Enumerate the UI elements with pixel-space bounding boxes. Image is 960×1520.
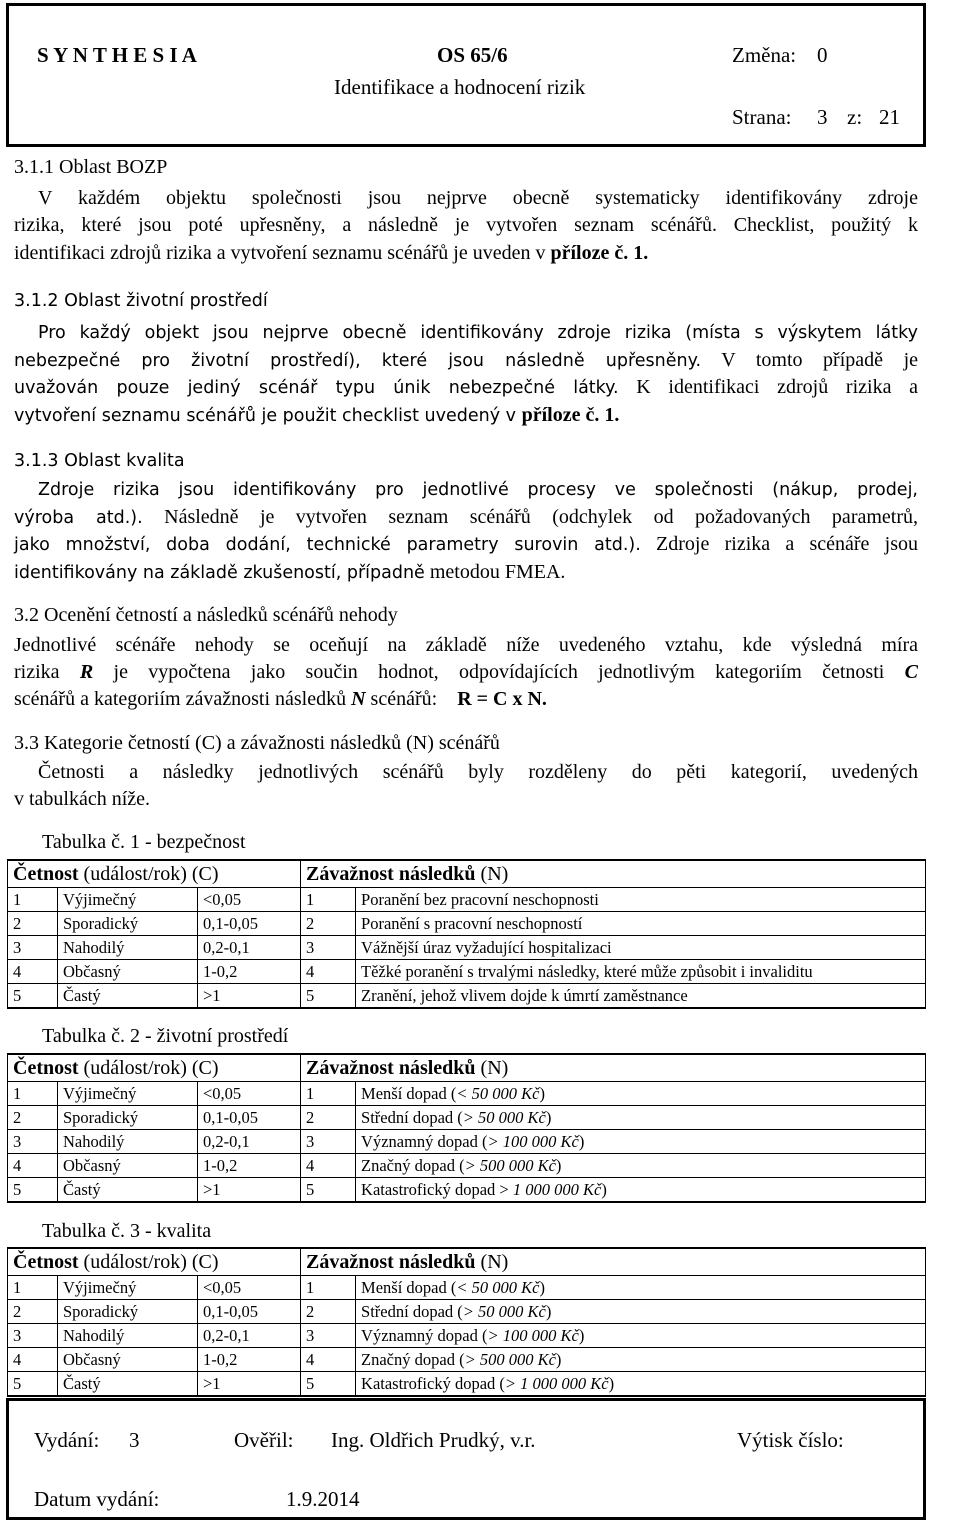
table-row: 1 Výjimečný <0,05 1 Menší dopad (< 50 000 Kč) bbox=[8, 1082, 926, 1106]
document-code: OS 65/6 bbox=[437, 43, 508, 67]
table-header-row bbox=[8, 1054, 926, 1082]
section-3-2-text: scénářů a kategoriím závažnosti následků N scénářů: R = C x N. bbox=[14, 688, 547, 710]
table-header-row bbox=[8, 1248, 926, 1276]
table-row: 5 Častý >1 5 Zranění, jehož vlivem dojde k úmrtí zaměstnance bbox=[8, 984, 926, 1009]
table-row: 3 Nahodilý 0,2-0,1 3 Vážnější úraz vyžadující hospitalizaci bbox=[8, 936, 926, 960]
risk-formula: R = C x N. bbox=[457, 688, 547, 710]
issue-label: Vydání: bbox=[34, 1428, 100, 1452]
verified-label: Ověřil: bbox=[234, 1428, 294, 1452]
section-3-1-3-text: Zdroje rizika jsou identifikovány pro jednotlivé procesy ve společnosti (nákup, prodej, bbox=[38, 480, 918, 500]
section-3-1-3-text: výroba atd.). Následně je vytvořen seznam scénářů (odchylek od požadovaných parametrů, bbox=[14, 506, 919, 528]
change-value: 0 bbox=[817, 43, 828, 67]
issue-value: 3 bbox=[129, 1428, 140, 1452]
copy-number-label: Výtisk číslo: bbox=[737, 1428, 844, 1452]
section-3-1-3-text: identifikovány na základě zkušeností, případně metodou FMEA. bbox=[14, 561, 566, 583]
page-total: 21 bbox=[879, 105, 900, 129]
table-2-caption: Tabulka č. 2 - životní prostředí bbox=[42, 1025, 289, 1047]
section-3-1-2-text: uvažován pouze jediný scénář typu únik nebezpečné látky. K identifikaci zdrojů rizika a bbox=[14, 376, 918, 398]
frequency-header: Četnost (událost/rok) (C) bbox=[8, 860, 301, 888]
section-3-3-title: 3.3 Kategorie četností (C) a závažnosti následků (N) scénářů bbox=[14, 732, 500, 754]
table-1-safety bbox=[7, 859, 926, 1009]
section-3-1-1-text: identifikaci zdrojů rizika a vytvoření seznamu scénářů je uveden v příloze č. 1. bbox=[14, 242, 649, 264]
table-row: 3 Nahodilý 0,2-0,1 3 Významný dopad (> 100 000 Kč) bbox=[8, 1324, 926, 1348]
table-row: 4 Občasný 1-0,2 4 Těžké poranění s trvalými následky, které může způsobit i invaliditu bbox=[8, 960, 926, 984]
severity-header: Závažnost následků (N) bbox=[301, 860, 926, 888]
issue-date: 1.9.2014 bbox=[286, 1487, 360, 1511]
severity-header: Závažnost následků (N) bbox=[301, 1054, 926, 1082]
document-header bbox=[6, 3, 926, 147]
section-3-3-text: Četnosti a následky jednotlivých scénářů byly rozděleny do pěti kategorií, uvedených bbox=[38, 761, 918, 783]
frequency-header: Četnost (událost/rok) (C) bbox=[8, 1248, 301, 1276]
table-row: 2 Sporadický 0,1-0,05 2 Poranění s pracovní neschopností bbox=[8, 912, 926, 936]
section-3-2-text: rizika R je vypočtena jako součin hodnot, odpovídajících jednotlivým kategoriím četnosti C bbox=[14, 661, 918, 683]
page-label: Strana: bbox=[732, 105, 792, 129]
table-2-environment bbox=[7, 1053, 926, 1203]
section-3-2-title: 3.2 Ocenění četností a následků scénářů nehody bbox=[14, 604, 398, 626]
verified-by: Ing. Oldřich Prudký, v.r. bbox=[331, 1428, 536, 1452]
table-row: 4 Občasný 1-0,2 4 Značný dopad (> 500 000 Kč) bbox=[8, 1348, 926, 1372]
section-3-1-3-title: 3.1.3 Oblast kvalita bbox=[14, 451, 185, 471]
section-3-1-2-title: 3.1.2 Oblast životní prostředí bbox=[14, 291, 268, 311]
change-label: Změna: bbox=[732, 43, 797, 67]
page-of-label: z: bbox=[847, 105, 863, 129]
table-row: 2 Sporadický 0,1-0,05 2 Střední dopad (> 50 000 Kč) bbox=[8, 1106, 926, 1130]
table-row: 5 Častý >1 5 Katastrofický dopad (> 1 000 000 Kč) bbox=[8, 1372, 926, 1397]
section-3-3-text: v tabulkách níže. bbox=[14, 788, 151, 810]
table-row: 4 Občasný 1-0,2 4 Značný dopad (> 500 000 Kč) bbox=[8, 1154, 926, 1178]
table-1-caption: Tabulka č. 1 - bezpečnost bbox=[42, 831, 246, 853]
section-3-1-3-text: jako množství, doba dodání, technické parametry surovin atd.). Zdroje rizika a scénáře jsou bbox=[14, 533, 918, 555]
section-3-1-1-text: rizika, které jsou poté upřesněny, a následně je vytvořen seznam scénářů. Checklist, použitý k bbox=[14, 214, 918, 236]
table-row: 2 Sporadický 0,1-0,05 2 Střední dopad (> 50 000 Kč) bbox=[8, 1300, 926, 1324]
table-row: 1 Výjimečný <0,05 1 Menší dopad (< 50 000 Kč) bbox=[8, 1276, 926, 1300]
table-3-quality bbox=[7, 1247, 926, 1397]
section-3-1-1-title: 3.1.1 Oblast BOZP bbox=[14, 156, 168, 178]
section-3-1-2-text: nebezpečné pro životní prostředí), které jsou následně upřesněny. V tomto případě je bbox=[14, 349, 919, 371]
frequency-header: Četnost (událost/rok) (C) bbox=[8, 1054, 301, 1082]
section-3-2-text: Jednotlivé scénáře nehody se oceňují na základě níže uvedeného vztahu, kde výsledná míra bbox=[14, 634, 918, 656]
company-name: S Y N T H E S I A bbox=[37, 43, 197, 67]
section-3-1-2-text: Pro každý objekt jsou nejprve obecně identifikovány zdroje rizika (místa s výskytem látky bbox=[38, 323, 918, 343]
table-row: 5 Častý >1 5 Katastrofický dopad > 1 000 000 Kč) bbox=[8, 1178, 926, 1203]
section-3-1-2-text: vytvoření seznamu scénářů je použit checklist uvedený v příloze č. 1. bbox=[14, 404, 620, 426]
severity-header: Závažnost následků (N) bbox=[301, 1248, 926, 1276]
table-row: 3 Nahodilý 0,2-0,1 3 Významný dopad (> 100 000 Kč) bbox=[8, 1130, 926, 1154]
document-footer bbox=[6, 1398, 926, 1520]
page-number: 3 bbox=[817, 105, 828, 129]
issue-date-label: Datum vydání: bbox=[34, 1487, 160, 1511]
document-title: Identifikace a hodnocení rizik bbox=[334, 75, 586, 99]
table-row: 1 Výjimečný <0,05 1 Poranění bez pracovní neschopnosti bbox=[8, 888, 926, 912]
section-3-1-1-text: V každém objektu společnosti jsou nejprve obecně systematicky identifikovány zdroje bbox=[38, 187, 918, 209]
table-3-caption: Tabulka č. 3 - kvalita bbox=[42, 1220, 212, 1242]
table-header-row bbox=[8, 860, 926, 888]
